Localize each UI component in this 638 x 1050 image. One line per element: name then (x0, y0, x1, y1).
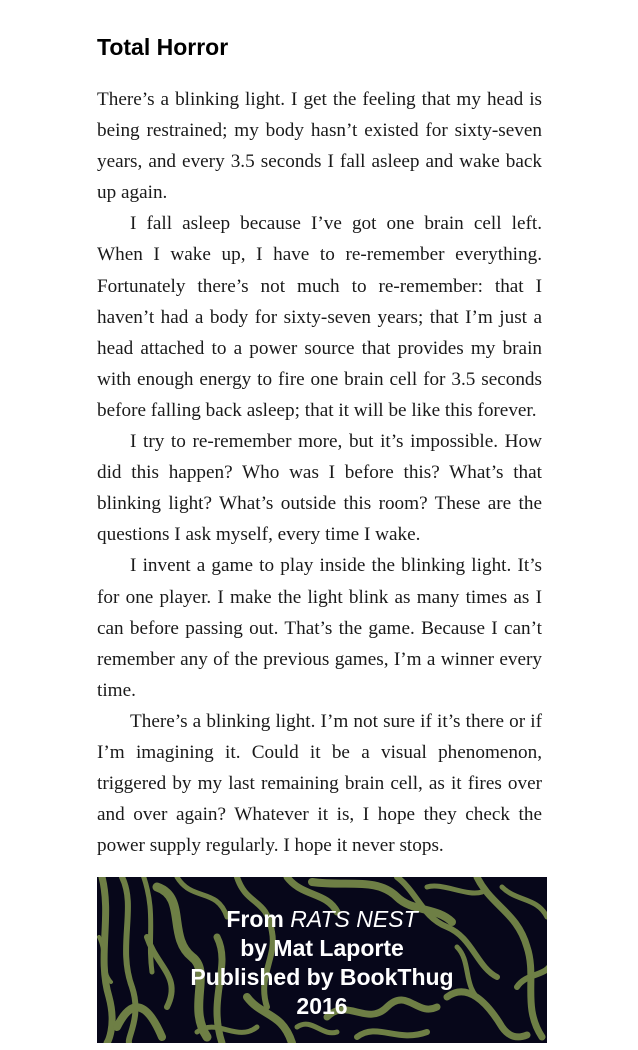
page-title: Total Horror (97, 34, 229, 60)
paragraph: I invent a game to play inside the blinking light. It’s for one player. I make the light blink as many times as I can before passing out. That’s the game. Because I can’t remember any of the previous games, I’m a winner every time. (97, 555, 542, 701)
paragraph: I fall asleep because I’ve got one brain cell left. When I wake up, I have to re-remember everything. Fortunately there’s not much to re-remember: that I haven’t had a body for sixty-seven years; that I’m just a head attached to a power source that provides my brain with enough energy to fire one brain cell for 3.5 seconds before falling back asleep; that it will be like this forever. (97, 213, 542, 421)
paragraph: I try to re-remember more, but it’s impossible. How did this happen? Who was I before this? What’s that blinking light? What’s outside this room? These are the questions I ask myself, every time I wake. (97, 431, 542, 546)
paragraph: There’s a blinking light. I’m not sure if it’s there or if I’m imagining it. Could it be a visual phenomenon, triggered by my last remaining brain cell, as it fires over and over again? Whatever it is, I hope they check the power supply regularly. I hope it never stops. (97, 710, 542, 857)
from-label: From (226, 906, 291, 932)
year-line: 2016 (296, 993, 348, 1019)
book-title: RATS NEST (290, 906, 418, 932)
paragraph: There’s a blinking light. I get the feeling that my head is being restrained; my body hasn’t existed for sixty-seven years, and every 3.5 seconds I fall asleep and wake back up again. (97, 89, 542, 204)
story-body (97, 84, 542, 861)
credit-text (97, 905, 547, 1021)
publisher-line: Published by BookThug (190, 964, 454, 990)
author-line: by Mat Laporte (240, 935, 404, 961)
credit-source-line (97, 905, 547, 934)
book-credit-banner (97, 877, 547, 1043)
